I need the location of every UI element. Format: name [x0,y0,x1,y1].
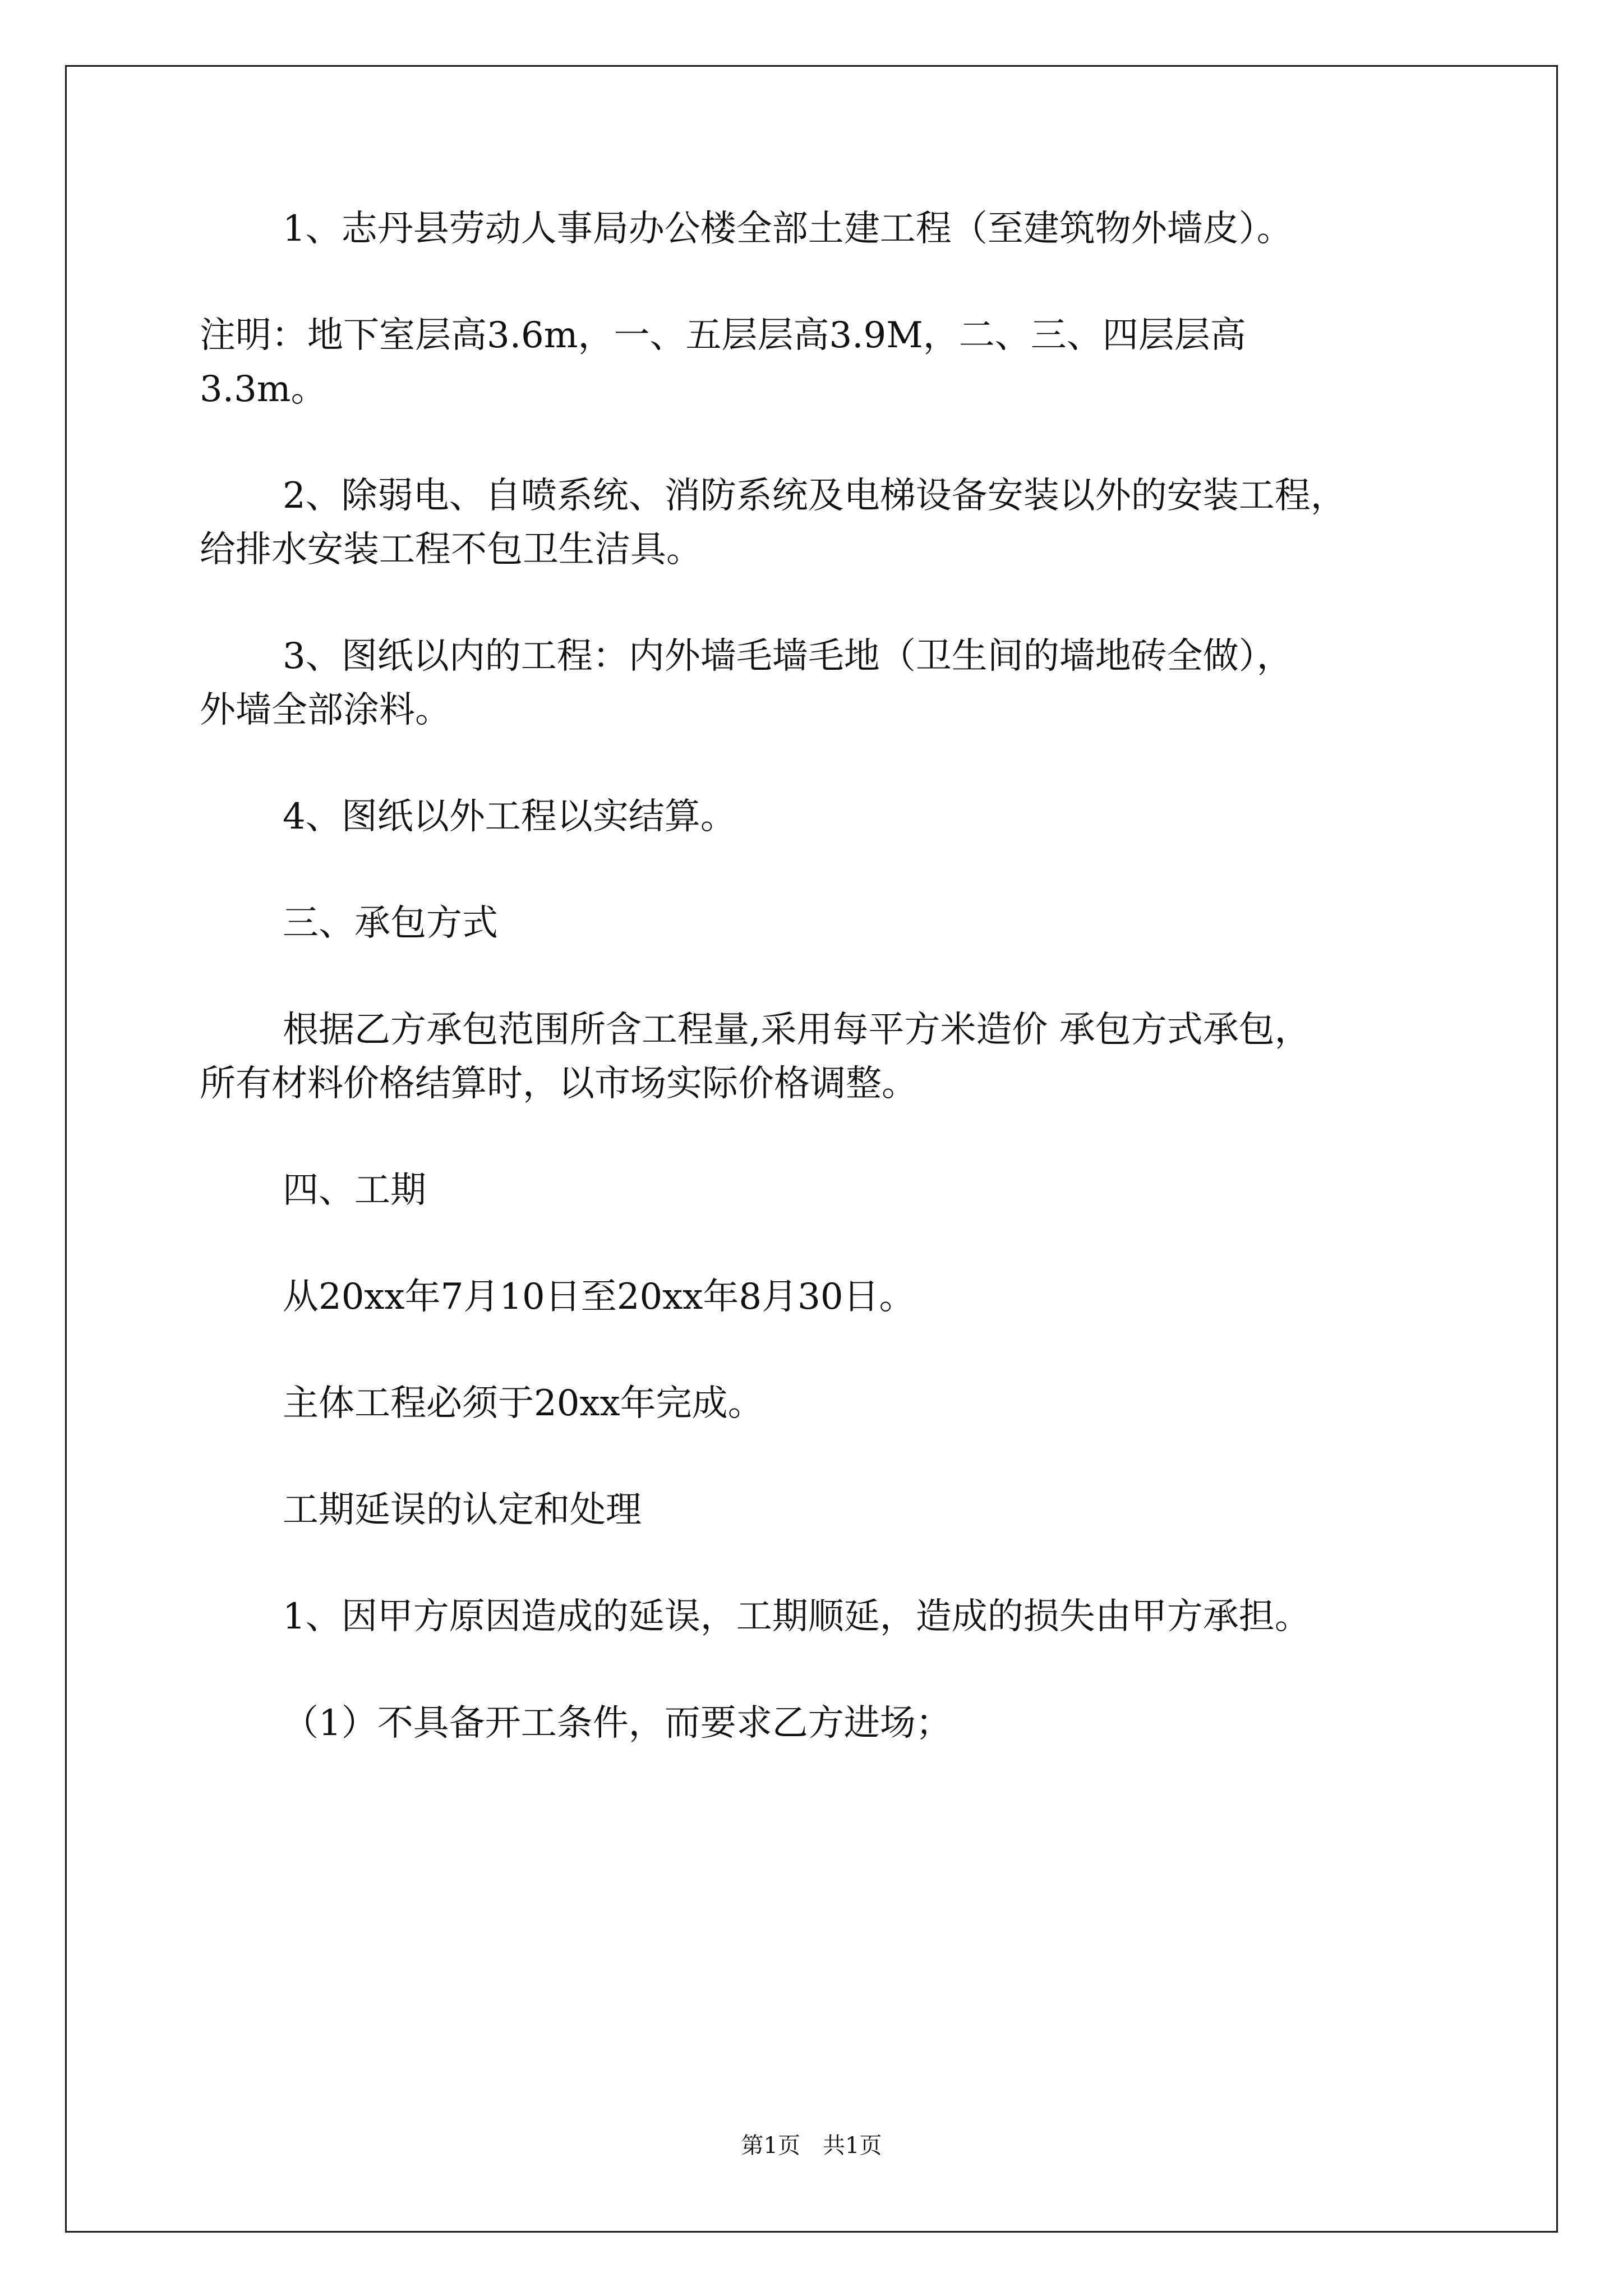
text-line: 四、工期 [283,1170,426,1211]
section-heading [200,896,1433,950]
text-line: 给排水安装工程不包卫生洁具。 [200,529,702,570]
paragraph [200,202,1433,256]
document-body [200,202,1433,1803]
text-line: 3.3m。 [200,369,327,410]
section-heading [200,1163,1433,1217]
paragraph [200,469,1433,577]
paragraph [200,790,1433,844]
paragraph [200,1003,1433,1111]
paragraph [200,1696,1433,1750]
text-line: 从20xx年7月10日至20xx年8月30日。 [283,1276,915,1318]
paragraph [200,1270,1433,1324]
paragraph [200,1483,1433,1537]
text-line: 主体工程必须于20xx年完成。 [283,1383,764,1424]
text-line: 4、图纸以外工程以实结算。 [283,796,736,838]
text-line: 2、除弱电、自喷系统、消防系统及电梯设备安装以外的安装工程， [283,475,1347,517]
text-line: 所有材料价格结算时，以市场实际价格调整。 [200,1063,917,1105]
paragraph [200,629,1433,737]
text-line: 三、承包方式 [283,903,498,944]
text-line: 外墙全部涂料。 [200,689,451,731]
paragraph [200,1590,1433,1644]
text-line: （1）不具备开工条件，而要求乙方进场； [283,1703,952,1744]
text-line: 3、图纸以内的工程：内外墙毛墙毛地（卫生间的墙地砖全做）， [283,636,1293,677]
text-line: 注明：地下室层高3.6m，一、五层层高3.9M，二、三、四层层高 [200,315,1246,356]
paragraph [200,1377,1433,1430]
text-line: 根据乙方承包范围所含工程量,采用每平方米造价 承包方式承包， [283,1009,1311,1051]
text-line: 1、因甲方原因造成的延误，工期顺延，造成的损失由甲方承担。 [283,1596,1311,1637]
text-line: 1、志丹县劳动人事局办公楼全部土建工程（至建筑物外墙皮）。 [283,208,1293,250]
text-line: 工期延误的认定和处理 [283,1489,642,1531]
paragraph [200,309,1433,416]
page-footer: 第1页 共1页 [741,2133,882,2159]
